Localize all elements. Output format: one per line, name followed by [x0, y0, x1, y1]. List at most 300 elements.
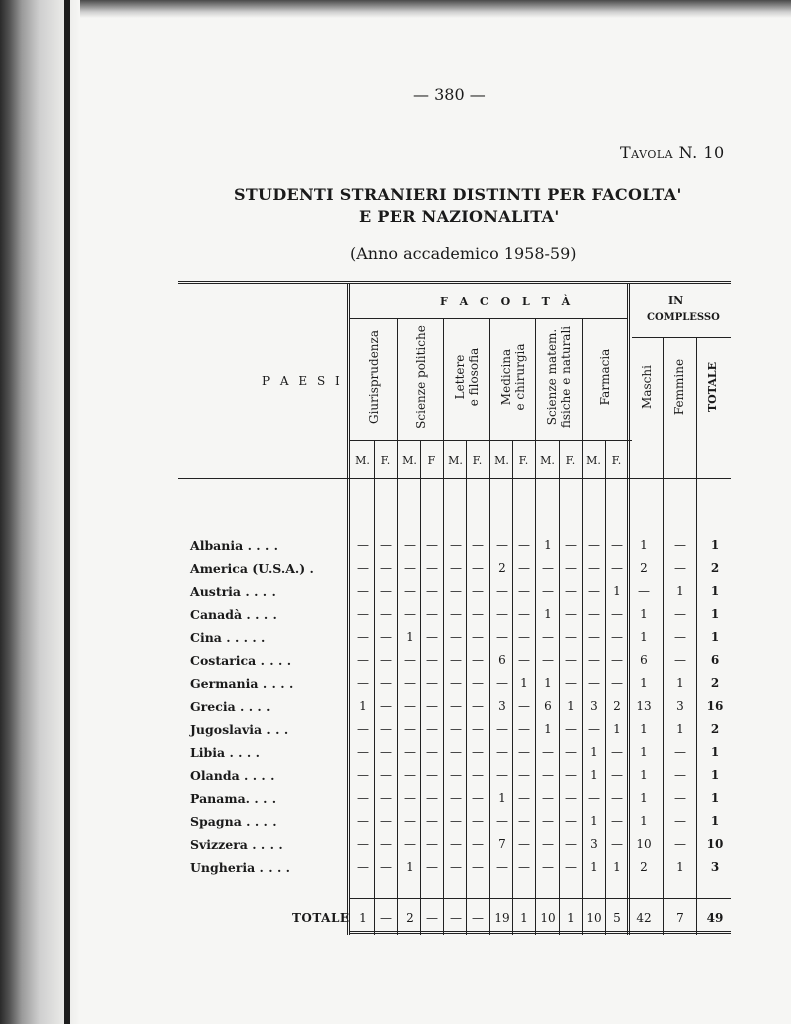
- table-cell: —: [588, 653, 600, 667]
- table-cell: —: [611, 814, 623, 828]
- table-cell: 1: [544, 538, 552, 552]
- table-cell: —: [357, 538, 369, 552]
- table-cell: 1: [520, 676, 528, 690]
- table-cell: —: [380, 911, 392, 925]
- table-reference: Tavola N. 10: [620, 143, 725, 162]
- scan-top-edge: [80, 0, 791, 18]
- book-binding-edge: [64, 0, 70, 1024]
- header-bottom-rule: [178, 478, 731, 479]
- faculty-header-line: Lettere: [453, 354, 467, 400]
- table-cell: 1: [710, 584, 720, 598]
- faculty-header-1: [414, 318, 428, 436]
- table-cell: —: [357, 791, 369, 805]
- table-cell: —: [542, 584, 554, 598]
- table-cell: —: [518, 538, 530, 552]
- table-cell: —: [450, 630, 462, 644]
- page-number: — 380 —: [413, 85, 486, 104]
- table-cell: —: [426, 561, 438, 575]
- table-top-rule: [178, 281, 731, 284]
- table-cell: 1: [710, 814, 720, 828]
- table-cell: —: [674, 538, 686, 552]
- table-cell: 42: [636, 911, 652, 925]
- country-label: Olanda . . . .: [190, 768, 275, 783]
- table-title-line-1: STUDENTI STRANIERI DISTINTI PER FACOLTA': [234, 185, 682, 204]
- faculty-header-2: [453, 318, 481, 436]
- table-cell: —: [565, 837, 577, 851]
- table-cell: —: [565, 607, 577, 621]
- table-bottom-rule: [349, 931, 731, 934]
- table-cell: —: [426, 814, 438, 828]
- table-cell: 1: [498, 791, 506, 805]
- sex-header: F.: [565, 454, 576, 467]
- table-cell: —: [518, 768, 530, 782]
- country-label: Grecia . . . .: [190, 699, 271, 714]
- table-cell: —: [518, 837, 530, 851]
- maschi-header: Maschi: [640, 365, 654, 409]
- table-cell: —: [674, 745, 686, 759]
- table-cell: —: [611, 837, 623, 851]
- table-cell: —: [380, 860, 392, 874]
- table-cell: —: [380, 584, 392, 598]
- table-cell: —: [404, 745, 416, 759]
- table-cell: —: [542, 814, 554, 828]
- table-cell: —: [674, 837, 686, 851]
- table-cell: —: [380, 630, 392, 644]
- table-cell: —: [588, 630, 600, 644]
- table-cell: —: [426, 745, 438, 759]
- table-cell: —: [426, 607, 438, 621]
- country-label: Libia . . . .: [190, 745, 260, 760]
- table-cell: 3: [498, 699, 506, 713]
- table-cell: —: [542, 837, 554, 851]
- table-cell: —: [518, 607, 530, 621]
- table-cell: 6: [640, 653, 648, 667]
- table-cell: —: [472, 814, 484, 828]
- table-cell: —: [404, 584, 416, 598]
- table-cell: —: [450, 722, 462, 736]
- faculty-header-line: Medicina: [499, 348, 513, 406]
- country-label: Austria . . . .: [190, 584, 276, 599]
- table-cell: —: [674, 791, 686, 805]
- table-cell: —: [611, 561, 623, 575]
- table-cell: 1: [406, 630, 414, 644]
- table-cell: —: [357, 745, 369, 759]
- table-cell: 3: [710, 860, 720, 874]
- table-cell: —: [588, 722, 600, 736]
- table-cell: —: [380, 791, 392, 805]
- table-cell: —: [380, 722, 392, 736]
- table-cell: —: [450, 837, 462, 851]
- table-cell: —: [450, 607, 462, 621]
- table-cell: 10: [540, 911, 556, 925]
- table-cell: 10: [636, 837, 652, 851]
- table-cell: 1: [676, 860, 684, 874]
- table-cell: 2: [710, 561, 720, 575]
- table-cell: 6: [710, 653, 720, 667]
- table-cell: —: [472, 699, 484, 713]
- table-cell: —: [542, 653, 554, 667]
- table-cell: —: [426, 722, 438, 736]
- table-cell: 1: [613, 860, 621, 874]
- table-cell: —: [611, 745, 623, 759]
- table-cell: —: [450, 538, 462, 552]
- table-cell: 1: [567, 911, 575, 925]
- table-cell: 1: [640, 791, 648, 805]
- table-cell: 1: [640, 745, 648, 759]
- table-cell: —: [542, 630, 554, 644]
- table-cell: —: [357, 837, 369, 851]
- table-cell: 2: [640, 561, 648, 575]
- col-divider: [663, 337, 664, 935]
- table-cell: —: [611, 676, 623, 690]
- table-cell: —: [472, 538, 484, 552]
- table-cell: —: [357, 561, 369, 575]
- table-cell: —: [380, 607, 392, 621]
- table-cell: —: [404, 768, 416, 782]
- table-cell: —: [450, 814, 462, 828]
- table-cell: —: [518, 814, 530, 828]
- table-cell: —: [472, 911, 484, 925]
- table-cell: —: [588, 538, 600, 552]
- table-cell: —: [380, 538, 392, 552]
- table-cell: —: [518, 699, 530, 713]
- table-cell: 1: [710, 607, 720, 621]
- table-cell: 1: [544, 607, 552, 621]
- table-cell: 1: [590, 860, 598, 874]
- table-cell: —: [357, 630, 369, 644]
- paesi-divider: [347, 283, 350, 935]
- sex-header: M.: [402, 454, 417, 467]
- table-cell: —: [357, 584, 369, 598]
- table-cell: —: [565, 676, 577, 690]
- table-cell: 1: [640, 607, 648, 621]
- table-cell: 6: [498, 653, 506, 667]
- table-cell: —: [565, 630, 577, 644]
- table-cell: —: [518, 653, 530, 667]
- table-cell: —: [357, 653, 369, 667]
- table-cell: —: [404, 607, 416, 621]
- table-cell: —: [357, 860, 369, 874]
- country-label: America (U.S.A.) .: [190, 561, 314, 576]
- table-cell: 1: [710, 538, 720, 552]
- faculty-header-4: [545, 318, 573, 436]
- table-cell: —: [565, 653, 577, 667]
- table-cell: 1: [640, 630, 648, 644]
- col-divider: [696, 337, 697, 935]
- table-cell: —: [426, 860, 438, 874]
- table-cell: —: [565, 538, 577, 552]
- table-cell: 1: [710, 745, 720, 759]
- total-row-label: TOTALE: [292, 911, 350, 925]
- table-cell: 5: [613, 911, 621, 925]
- table-cell: —: [611, 768, 623, 782]
- faculty-header-line: Scienze politiche: [414, 325, 428, 429]
- table-cell: 2: [613, 699, 621, 713]
- table-cell: 10: [706, 837, 724, 851]
- facolta-rule: [349, 318, 627, 319]
- table-cell: —: [496, 538, 508, 552]
- table-title-line-2: E PER NAZIONALITA': [359, 207, 560, 226]
- table-cell: —: [380, 699, 392, 713]
- sex-header: M.: [586, 454, 601, 467]
- table-cell: —: [518, 584, 530, 598]
- table-cell: 2: [710, 722, 720, 736]
- table-cell: —: [426, 837, 438, 851]
- table-cell: —: [588, 676, 600, 690]
- sex-header: M.: [355, 454, 370, 467]
- table-cell: —: [450, 860, 462, 874]
- country-label: Albania . . . .: [190, 538, 279, 553]
- country-label: Jugoslavia . . .: [190, 722, 289, 737]
- table-cell: —: [426, 538, 438, 552]
- table-cell: —: [450, 653, 462, 667]
- table-cell: —: [674, 653, 686, 667]
- table-cell: —: [450, 676, 462, 690]
- table-cell: —: [426, 911, 438, 925]
- table-cell: —: [380, 814, 392, 828]
- table-cell: —: [565, 814, 577, 828]
- country-label: Germania . . . .: [190, 676, 294, 691]
- faculty-header-3: [499, 318, 527, 436]
- table-cell: 1: [676, 584, 684, 598]
- sex-header: F.: [611, 454, 622, 467]
- table-cell: 1: [676, 722, 684, 736]
- sex-header: M.: [448, 454, 463, 467]
- table-cell: 1: [640, 768, 648, 782]
- table-cell: —: [380, 561, 392, 575]
- table-cell: —: [472, 860, 484, 874]
- faculty-header-line: e chirurgia: [513, 343, 527, 411]
- table-cell: —: [426, 676, 438, 690]
- table-cell: —: [404, 814, 416, 828]
- table-cell: —: [450, 791, 462, 805]
- table-cell: —: [518, 561, 530, 575]
- table-cell: 1: [710, 791, 720, 805]
- table-cell: —: [450, 561, 462, 575]
- table-cell: —: [496, 814, 508, 828]
- table-cell: 1: [359, 911, 367, 925]
- table-cell: —: [404, 791, 416, 805]
- table-cell: 10: [586, 911, 602, 925]
- table-cell: —: [426, 768, 438, 782]
- table-cell: 19: [494, 911, 510, 925]
- table-cell: —: [518, 630, 530, 644]
- table-cell: —: [638, 584, 650, 598]
- table-cell: —: [674, 814, 686, 828]
- table-cell: 6: [544, 699, 552, 713]
- table-cell: —: [518, 722, 530, 736]
- country-label: Spagna . . . .: [190, 814, 277, 829]
- table-cell: 1: [613, 584, 621, 598]
- in-complesso-header-2: COMPLESSO: [647, 312, 720, 323]
- faculty-header-line: Giurisprudenza: [367, 329, 381, 425]
- table-cell: —: [426, 699, 438, 713]
- table-cell: —: [674, 630, 686, 644]
- table-cell: 1: [640, 814, 648, 828]
- table-cell: —: [588, 607, 600, 621]
- table-cell: 1: [590, 814, 598, 828]
- table-cell: —: [357, 722, 369, 736]
- femmine-header: Femmine: [672, 358, 686, 416]
- table-cell: —: [472, 607, 484, 621]
- table-cell: —: [380, 768, 392, 782]
- table-cell: —: [496, 768, 508, 782]
- table-cell: 1: [640, 676, 648, 690]
- table-cell: —: [404, 676, 416, 690]
- table-cell: —: [450, 584, 462, 598]
- table-cell: 1: [590, 745, 598, 759]
- table-cell: —: [496, 860, 508, 874]
- table-cell: —: [496, 722, 508, 736]
- table-cell: 2: [498, 561, 506, 575]
- table-cell: —: [674, 561, 686, 575]
- table-cell: 13: [636, 699, 652, 713]
- faculty-header-line: e filosofia: [467, 347, 481, 407]
- table-subtitle: (Anno accademico 1958-59): [350, 244, 577, 263]
- table-cell: 1: [359, 699, 367, 713]
- table-cell: —: [404, 653, 416, 667]
- table-cell: 1: [640, 538, 648, 552]
- table-cell: —: [404, 538, 416, 552]
- table-cell: 1: [613, 722, 621, 736]
- table-cell: —: [496, 607, 508, 621]
- table-cell: —: [518, 860, 530, 874]
- table-cell: —: [472, 561, 484, 575]
- table-cell: —: [565, 722, 577, 736]
- table-cell: —: [380, 837, 392, 851]
- in-complesso-header-1: IN: [668, 294, 684, 307]
- table-cell: —: [542, 860, 554, 874]
- table-cell: —: [542, 791, 554, 805]
- table-cell: —: [426, 653, 438, 667]
- table-cell: —: [380, 653, 392, 667]
- table-cell: 1: [710, 630, 720, 644]
- table-cell: —: [496, 676, 508, 690]
- sex-header: M.: [494, 454, 509, 467]
- table-cell: —: [404, 722, 416, 736]
- faculty-header-line: Farmacia: [598, 348, 612, 406]
- table-cell: —: [542, 745, 554, 759]
- table-cell: —: [674, 768, 686, 782]
- table-cell: —: [565, 768, 577, 782]
- table-cell: 2: [640, 860, 648, 874]
- table-cell: —: [404, 699, 416, 713]
- table-cell: 1: [544, 676, 552, 690]
- paesi-header: P A E S I: [262, 374, 343, 388]
- table-cell: —: [565, 791, 577, 805]
- table-cell: 16: [706, 699, 724, 713]
- table-cell: —: [357, 676, 369, 690]
- table-cell: —: [588, 561, 600, 575]
- totale-header: TOTALE: [706, 362, 719, 413]
- table-cell: —: [472, 630, 484, 644]
- table-cell: —: [565, 860, 577, 874]
- table-cell: —: [472, 653, 484, 667]
- table-cell: —: [611, 607, 623, 621]
- table-cell: 1: [640, 722, 648, 736]
- table-cell: —: [565, 745, 577, 759]
- table-cell: 7: [676, 911, 684, 925]
- table-cell: —: [450, 911, 462, 925]
- table-cell: 2: [406, 911, 414, 925]
- table-cell: —: [518, 745, 530, 759]
- table-cell: —: [357, 768, 369, 782]
- table-cell: —: [450, 699, 462, 713]
- sex-header: M.: [540, 454, 555, 467]
- table-cell: —: [542, 561, 554, 575]
- table-cell: —: [496, 745, 508, 759]
- totals-top-rule: [349, 898, 731, 899]
- table-cell: —: [450, 768, 462, 782]
- table-cell: —: [357, 814, 369, 828]
- table-cell: 49: [706, 911, 724, 925]
- table-cell: 1: [567, 699, 575, 713]
- table-cell: 3: [590, 699, 598, 713]
- country-label: Cina . . . . .: [190, 630, 266, 645]
- sex-header: F.: [518, 454, 529, 467]
- country-label: Panama. . . .: [190, 791, 277, 806]
- table-cell: —: [404, 561, 416, 575]
- facolta-header: F A C O L T À: [440, 295, 575, 308]
- table-cell: —: [472, 745, 484, 759]
- faculty-header-5: [598, 318, 612, 436]
- table-cell: —: [380, 676, 392, 690]
- faculty-name-rule: [349, 440, 632, 441]
- table-cell: —: [611, 538, 623, 552]
- table-cell: 1: [544, 722, 552, 736]
- table-cell: —: [565, 584, 577, 598]
- faculty-header-0: [367, 318, 381, 436]
- sex-header: F.: [472, 454, 483, 467]
- table-cell: —: [380, 745, 392, 759]
- country-label: Canadà . . . .: [190, 607, 277, 622]
- table-cell: —: [674, 607, 686, 621]
- table-cell: —: [611, 653, 623, 667]
- table-cell: 1: [710, 768, 720, 782]
- table-cell: —: [357, 607, 369, 621]
- table-cell: —: [565, 561, 577, 575]
- country-label: Ungheria . . . .: [190, 860, 291, 875]
- table-cell: 1: [520, 911, 528, 925]
- table-cell: 1: [406, 860, 414, 874]
- table-cell: —: [518, 791, 530, 805]
- table-cell: —: [611, 791, 623, 805]
- sex-header: F: [427, 454, 436, 467]
- table-cell: 1: [590, 768, 598, 782]
- table-cell: 2: [710, 676, 720, 690]
- sex-header: F.: [380, 454, 391, 467]
- table-cell: —: [542, 768, 554, 782]
- table-cell: —: [472, 837, 484, 851]
- faculty-header-line: Scienze matem.: [545, 328, 559, 426]
- table-cell: —: [450, 745, 462, 759]
- faculty-header-line: fisiche e naturali: [559, 325, 573, 429]
- table-cell: —: [611, 630, 623, 644]
- table-cell: 7: [498, 837, 506, 851]
- table-cell: —: [404, 837, 416, 851]
- table-cell: —: [472, 722, 484, 736]
- table-cell: —: [472, 676, 484, 690]
- complesso-rule: [632, 337, 731, 338]
- table-cell: —: [588, 584, 600, 598]
- table-cell: —: [426, 791, 438, 805]
- table-cell: 1: [676, 676, 684, 690]
- table-cell: —: [588, 791, 600, 805]
- country-label: Costarica . . . .: [190, 653, 292, 668]
- table-cell: —: [496, 584, 508, 598]
- table-cell: 3: [590, 837, 598, 851]
- table-cell: —: [472, 791, 484, 805]
